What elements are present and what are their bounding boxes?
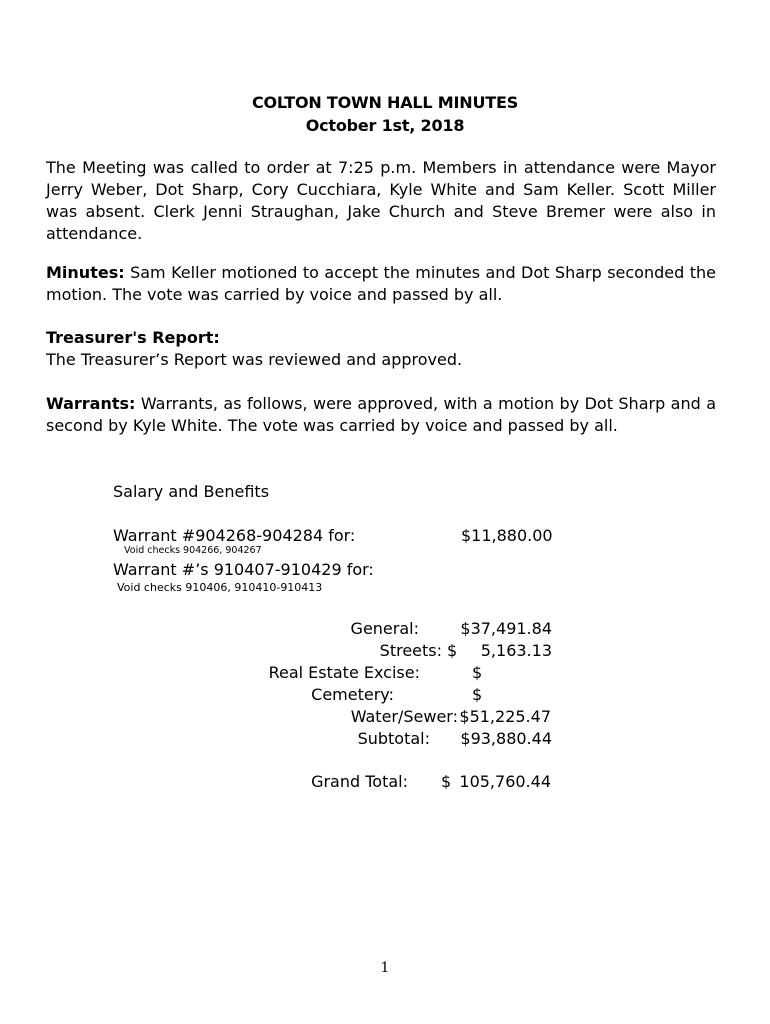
fund-label-subtotal: Subtotal: [357, 729, 430, 748]
minutes-paragraph [46, 262, 716, 306]
fund-label-streets: Streets: [379, 641, 442, 660]
warrant-1-label: Warrant #904268-904284 for: [113, 526, 356, 545]
treasurer-text: The Treasurer’s Report was reviewed and approved. [46, 350, 463, 369]
warrant-1-amount: $11,880.00 [461, 526, 553, 545]
fund-label-real-estate-excise: Real Estate Excise: [268, 663, 420, 682]
document-title: COLTON TOWN HALL MINUTES [251, 93, 519, 112]
grand-total-amount: 105,760.44 [459, 772, 551, 791]
void-checks-2: Void checks 910406, 910410-910413 [117, 581, 323, 594]
fund-amount-general: $37,491.84 [460, 619, 552, 638]
warrants-heading: Warrants: [46, 394, 136, 413]
page-number: 1 [380, 960, 390, 976]
salary-heading: Salary and Benefits [113, 482, 270, 501]
grand-total-label: Grand Total: [311, 772, 408, 791]
grand-total-dollar: $ [441, 772, 452, 791]
fund-dollar-streets: $ [447, 641, 458, 660]
fund-label-water-sewer: Water/Sewer: [350, 707, 458, 726]
fund-dollar-real-estate-excise: $ [472, 663, 483, 682]
warrants-paragraph [46, 393, 716, 437]
fund-dollar-cemetery: $ [472, 685, 483, 704]
fund-amount-water-sewer: $51,225.47 [459, 707, 551, 726]
warrant-2-label: Warrant #’s 910407-910429 for: [113, 560, 374, 579]
fund-label-cemetery: Cemetery: [311, 685, 394, 704]
warrants-text: Warrants, as follows, were approved, with a motion by Dot Sharp and a second by Kyle White. The vote was carried by voice and passed by all. [46, 394, 716, 435]
fund-amount-subtotal: $93,880.44 [460, 729, 552, 748]
treasurer-heading: Treasurer's Report: [46, 328, 220, 347]
minutes-text: Sam Keller motioned to accept the minutes and Dot Sharp seconded the motion. The vote was carried by voice and passed by all. [46, 263, 716, 304]
treasurer-section [46, 327, 716, 371]
minutes-heading: Minutes: [46, 263, 125, 282]
void-checks-1: Void checks 904266, 904267 [124, 545, 262, 556]
intro-paragraph: The Meeting was called to order at 7:25 p.m. Members in attendance were Mayor Jerry Weber, Dot Sharp, Cory Cucchiara, Kyle White and Sam Keller. Scott Miller was absent. Clerk Jenni Straughan, Jake Church and Steve Bremer were also in attendance. [46, 158, 716, 243]
fund-label-general: General: [350, 619, 419, 638]
document-date: October 1st, 2018 [305, 116, 465, 135]
fund-amount-streets: 5,163.13 [480, 641, 552, 660]
